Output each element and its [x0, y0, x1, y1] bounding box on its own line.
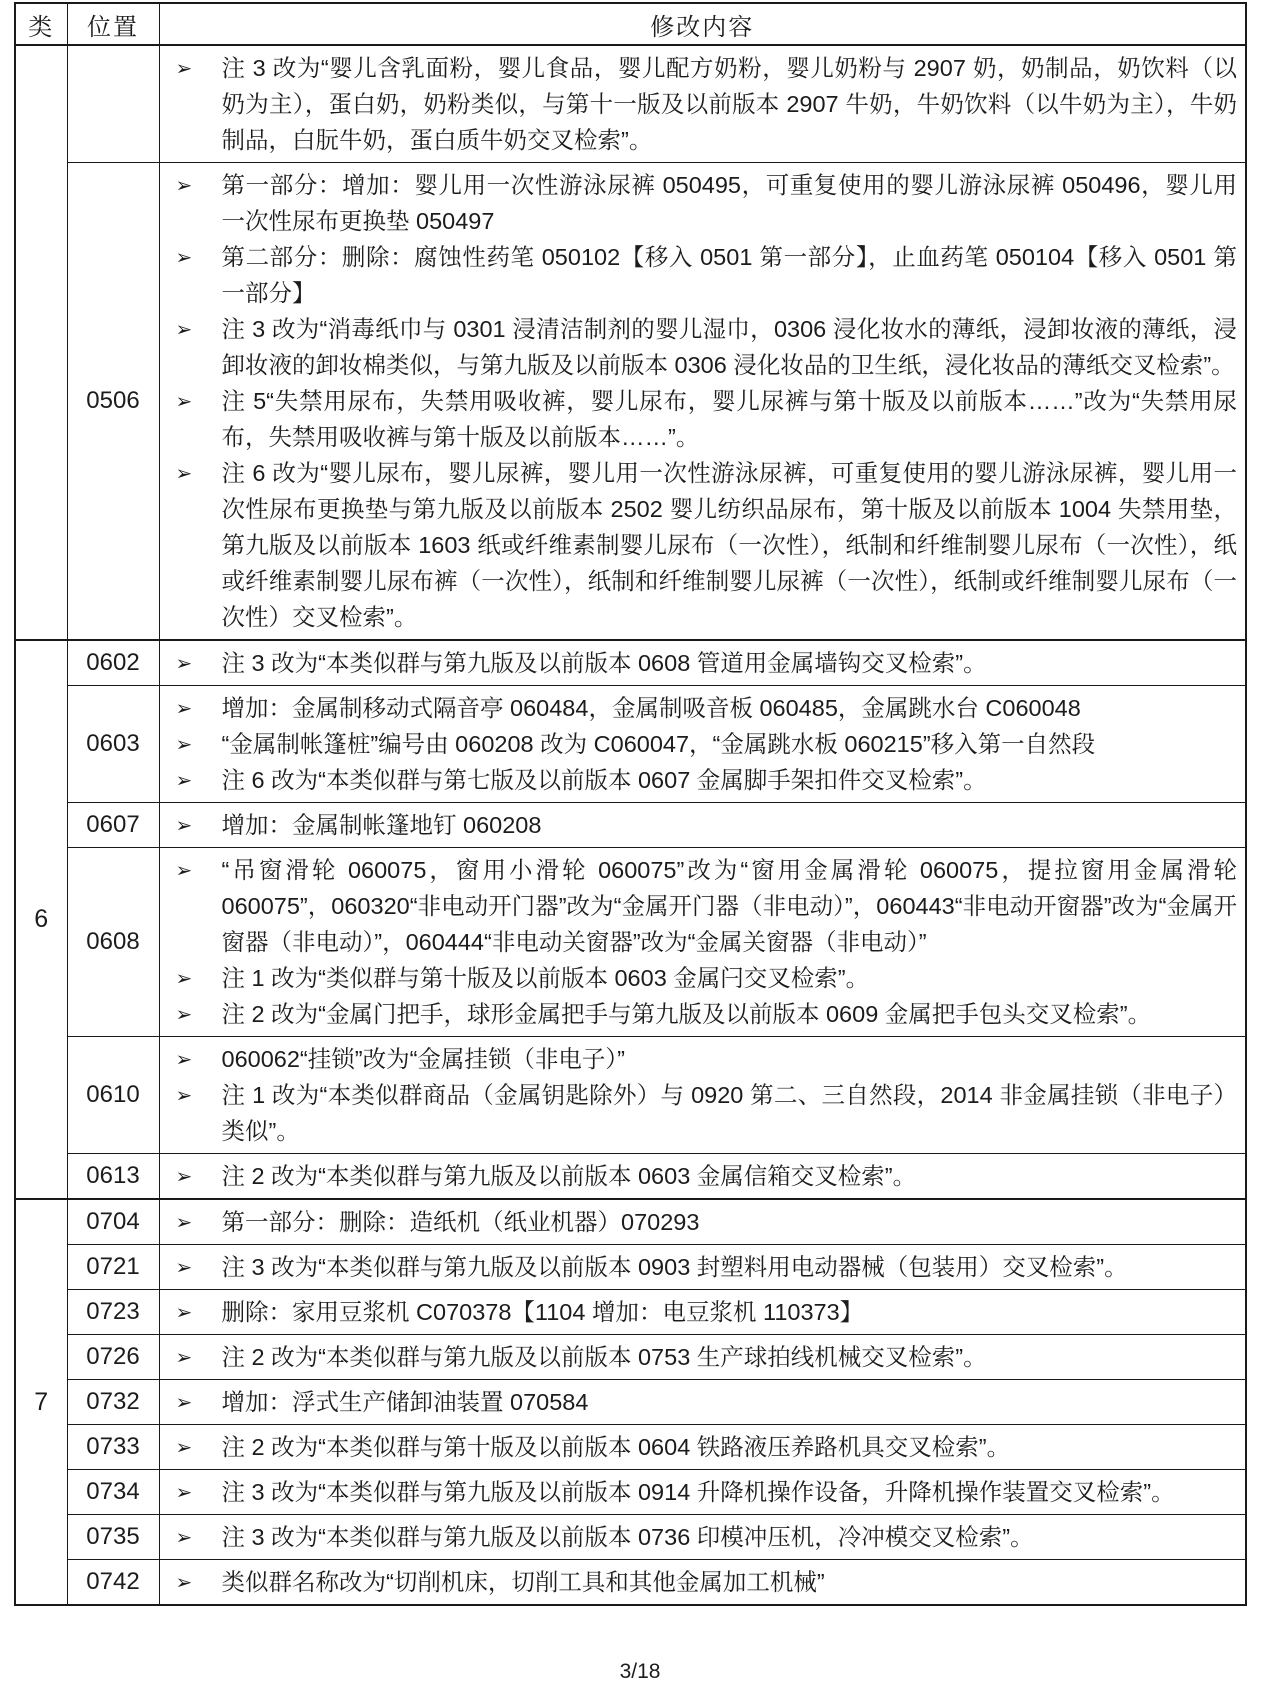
- position-cell: 0735: [67, 1515, 159, 1560]
- arrowhead-bullet-icon: ➢: [175, 653, 193, 675]
- position-cell: 0742: [67, 1560, 159, 1606]
- content-cell: [159, 1470, 1246, 1515]
- table-row: [15, 1335, 1246, 1380]
- table-row: [15, 163, 1246, 641]
- arrowhead-bullet-icon: ➢: [175, 1085, 193, 1107]
- revision-item: [160, 690, 1238, 726]
- arrowhead-bullet-icon: ➢: [175, 1482, 193, 1504]
- arrowhead-bullet-icon: ➢: [175, 815, 193, 837]
- revision-item: [160, 726, 1238, 762]
- table-body: [15, 45, 1246, 1605]
- revision-item-text: 增加：金属制帐篷地钉 060208: [221, 812, 542, 838]
- arrowhead-bullet-icon: ➢: [175, 698, 193, 720]
- revision-item-text: 第二部分：删除：腐蚀性药笔 050102【移入 0501 第一部分】，止血药笔 050104【移入 0501 第一部分】: [221, 244, 1237, 306]
- header-class: 类: [15, 3, 67, 45]
- content-cell: [159, 1560, 1246, 1606]
- arrowhead-bullet-icon: ➢: [175, 175, 193, 197]
- revision-item: [160, 1249, 1238, 1285]
- revision-item-text: 第一部分：增加：婴儿用一次性游泳尿裤 050495，可重复使用的婴儿游泳尿裤 050496，婴儿用一次性尿布更换垫 050497: [221, 172, 1237, 234]
- arrowhead-bullet-icon: ➢: [175, 1347, 193, 1369]
- table-row: [15, 1290, 1246, 1335]
- position-cell: 0506: [67, 163, 159, 641]
- content-cell: [159, 163, 1246, 641]
- arrowhead-bullet-icon: ➢: [175, 319, 193, 341]
- table-header: [15, 3, 1246, 45]
- content-cell: [159, 45, 1246, 163]
- revision-item-text: 注 2 改为“本类似群与第九版及以前版本 0603 金属信箱交叉检索”。: [221, 1163, 917, 1189]
- revision-item-text: “金属制帐篷桩”编号由 060208 改为 C060047，“金属跳水板 060215”移入第一自然段: [221, 731, 1096, 757]
- revision-item: [160, 1294, 1238, 1330]
- arrowhead-bullet-icon: ➢: [175, 247, 193, 269]
- header-row: [15, 3, 1246, 45]
- arrowhead-bullet-icon: ➢: [175, 734, 193, 756]
- revision-item: [160, 383, 1238, 455]
- revision-item: [160, 645, 1238, 681]
- position-cell: 0704: [67, 1199, 159, 1245]
- revision-item-text: 060062“挂锁”改为“金属挂锁（非电子）”: [221, 1046, 625, 1072]
- content-cell: [159, 1380, 1246, 1425]
- content-cell: [159, 686, 1246, 803]
- position-cell: 0603: [67, 686, 159, 803]
- revision-item: [160, 1384, 1238, 1420]
- position-cell: 0608: [67, 848, 159, 1037]
- table-row: [15, 1380, 1246, 1425]
- revision-item: [160, 1474, 1238, 1510]
- revision-item-text: 注 6 改为“婴儿尿布，婴儿尿裤，婴儿用一次性游泳尿裤，可重复使用的婴儿游泳尿裤，婴儿用一次性尿布更换垫与第九版及以前版本 2502 婴儿纺织品尿布，第十版及以前版本 1004 失禁用垫，第九版及以前版本 1603 纸或纤维素制婴儿尿布（一次性），纸制和纤维制婴儿尿布（一次性），纸或纤维素制婴儿尿布裤（一次性），纸制和纤维制婴儿尿裤（一次性），纸制或纤维制婴儿尿布（一次性）交叉检索”。: [221, 460, 1237, 630]
- table-row: [15, 686, 1246, 803]
- revision-item-text: 注 1 改为“本类似群商品（金属钥匙除外）与 0920 第二、三自然段，2014 非金属挂锁（非电子）类似”。: [221, 1082, 1237, 1144]
- arrowhead-bullet-icon: ➢: [175, 1049, 193, 1071]
- table-row: [15, 640, 1246, 686]
- revision-item: [160, 807, 1238, 843]
- revision-item: [160, 1429, 1238, 1465]
- arrowhead-bullet-icon: ➢: [175, 1392, 193, 1414]
- revision-item-text: 注 2 改为“本类似群与第九版及以前版本 0753 生产球拍线机械交叉检索”。: [221, 1344, 987, 1370]
- table-row: [15, 1425, 1246, 1470]
- revision-item-text: 注 6 改为“本类似群与第七版及以前版本 0607 金属脚手架扣件交叉检索”。: [221, 767, 987, 793]
- revision-item-text: 注 1 改为“类似群与第十版及以前版本 0603 金属闩交叉检索”。: [221, 965, 870, 991]
- table-row: [15, 1037, 1246, 1154]
- revision-item: [160, 996, 1238, 1032]
- table-row: [15, 803, 1246, 848]
- revision-item: [160, 960, 1238, 996]
- revision-item-text: 注 3 改为“本类似群与第九版及以前版本 0914 升降机操作设备，升降机操作装置交叉检索”。: [221, 1479, 1175, 1505]
- content-cell: [159, 848, 1246, 1037]
- content-cell: [159, 1290, 1246, 1335]
- revision-item-text: 注 3 改为“消毒纸巾与 0301 浸清洁制剂的婴儿湿巾，0306 浸化妆水的薄纸，浸卸妆液的薄纸，浸卸妆液的卸妆棉类似，与第九版及以前版本 0306 浸化妆品的卫生纸，浸化妆品的薄纸交叉检索”。: [221, 316, 1237, 378]
- position-cell: 0613: [67, 1154, 159, 1200]
- revision-item: [160, 311, 1238, 383]
- table-row: [15, 848, 1246, 1037]
- arrowhead-bullet-icon: ➢: [175, 860, 193, 882]
- table-row: [15, 1154, 1246, 1200]
- arrowhead-bullet-icon: ➢: [175, 1004, 193, 1026]
- table-row: [15, 45, 1246, 163]
- position-cell: 0726: [67, 1335, 159, 1380]
- revision-item: [160, 1339, 1238, 1375]
- position-cell: 0732: [67, 1380, 159, 1425]
- revision-item: [160, 50, 1238, 158]
- revision-item-text: 增加：金属制移动式隔音亭 060484，金属制吸音板 060485，金属跳水台 C060048: [221, 695, 1081, 721]
- arrowhead-bullet-icon: ➢: [175, 968, 193, 990]
- arrowhead-bullet-icon: ➢: [175, 1572, 193, 1594]
- revision-item-text: 注 3 改为“婴儿含乳面粉，婴儿食品，婴儿配方奶粉，婴儿奶粉与 2907 奶，奶制品，奶饮料（以奶为主），蛋白奶，奶粉类似，与第十一版及以前版本 2907 牛奶，牛奶饮料（以牛奶为主），牛奶制品，白朊牛奶，蛋白质牛奶交叉检索”。: [221, 55, 1237, 153]
- content-cell: [159, 1037, 1246, 1154]
- revision-item: [160, 1204, 1238, 1240]
- table-row: [15, 1245, 1246, 1290]
- content-cell: [159, 1199, 1246, 1245]
- revision-item-text: 注 2 改为“金属门把手，球形金属把手与第九版及以前版本 0609 金属把手包头交叉检索”。: [221, 1001, 1152, 1027]
- table-row: [15, 1560, 1246, 1606]
- revision-item: [160, 455, 1238, 635]
- revision-item: [160, 1041, 1238, 1077]
- arrowhead-bullet-icon: ➢: [175, 1437, 193, 1459]
- arrowhead-bullet-icon: ➢: [175, 463, 193, 485]
- arrowhead-bullet-icon: ➢: [175, 1257, 193, 1279]
- revision-item-text: 注 5“失禁用尿布，失禁用吸收裤，婴儿尿布，婴儿尿裤与第十版及以前版本……”改为“失禁用尿布，失禁用吸收裤与第十版及以前版本……”。: [221, 388, 1237, 450]
- header-content: 修改内容: [159, 3, 1246, 45]
- revision-item: [160, 1077, 1238, 1149]
- class-cell: [15, 45, 67, 640]
- revision-table: [14, 2, 1247, 1606]
- position-cell: [67, 45, 159, 163]
- arrowhead-bullet-icon: ➢: [175, 770, 193, 792]
- revision-item-text: 类似群名称改为“切削机床，切削工具和其他金属加工机械”: [221, 1569, 825, 1595]
- revision-item: [160, 1519, 1238, 1555]
- content-cell: [159, 1154, 1246, 1200]
- revision-item-text: 注 3 改为“本类似群与第九版及以前版本 0903 封塑料用电动器械（包装用）交叉检索”。: [221, 1254, 1128, 1280]
- revision-item-text: 第一部分：删除：造纸机（纸业机器）070293: [221, 1209, 700, 1235]
- arrowhead-bullet-icon: ➢: [175, 1527, 193, 1549]
- class-cell: 6: [15, 640, 67, 1199]
- revision-item: [160, 167, 1238, 239]
- content-cell: [159, 640, 1246, 686]
- position-cell: 0607: [67, 803, 159, 848]
- class-cell: 7: [15, 1199, 67, 1605]
- table-row: [15, 1515, 1246, 1560]
- revision-item: [160, 1158, 1238, 1194]
- revision-item-text: “吊窗滑轮 060075，窗用小滑轮 060075”改为“窗用金属滑轮 060075，提拉窗用金属滑轮 060075”，060320“非电动开门器”改为“金属开门器（非电动）”，060443“非电动开窗器”改为“金属开窗器（非电动）”，060444“非电动关窗器”改为“金属关窗器（非电动）”: [221, 857, 1237, 955]
- content-cell: [159, 803, 1246, 848]
- position-cell: 0723: [67, 1290, 159, 1335]
- arrowhead-bullet-icon: ➢: [175, 58, 193, 80]
- revision-item-text: 增加：浮式生产储卸油装置 070584: [221, 1389, 589, 1415]
- arrowhead-bullet-icon: ➢: [175, 1212, 193, 1234]
- revision-item-text: 删除：家用豆浆机 C070378【1104 增加：电豆浆机 110373】: [221, 1299, 864, 1325]
- table-row: [15, 1199, 1246, 1245]
- revision-item-text: 注 2 改为“本类似群与第十版及以前版本 0604 铁路液压养路机具交叉检索”。: [221, 1434, 1011, 1460]
- revision-item: [160, 1564, 1238, 1600]
- content-cell: [159, 1425, 1246, 1470]
- header-position: 位置: [67, 3, 159, 45]
- position-cell: 0602: [67, 640, 159, 686]
- revision-item-text: 注 3 改为“本类似群与第九版及以前版本 0736 印模冲压机，冷冲模交叉检索”。: [221, 1524, 1034, 1550]
- arrowhead-bullet-icon: ➢: [175, 391, 193, 413]
- arrowhead-bullet-icon: ➢: [175, 1166, 193, 1188]
- page-number: 3/18: [619, 1660, 661, 1683]
- content-cell: [159, 1515, 1246, 1560]
- table-row: [15, 1470, 1246, 1515]
- content-cell: [159, 1245, 1246, 1290]
- revision-item: [160, 852, 1238, 960]
- position-cell: 0734: [67, 1470, 159, 1515]
- arrowhead-bullet-icon: ➢: [175, 1302, 193, 1324]
- revision-item: [160, 239, 1238, 311]
- position-cell: 0610: [67, 1037, 159, 1154]
- position-cell: 0733: [67, 1425, 159, 1470]
- revision-item: [160, 762, 1238, 798]
- revision-item-text: 注 3 改为“本类似群与第九版及以前版本 0608 管道用金属墙钩交叉检索”。: [221, 650, 987, 676]
- position-cell: 0721: [67, 1245, 159, 1290]
- content-cell: [159, 1335, 1246, 1380]
